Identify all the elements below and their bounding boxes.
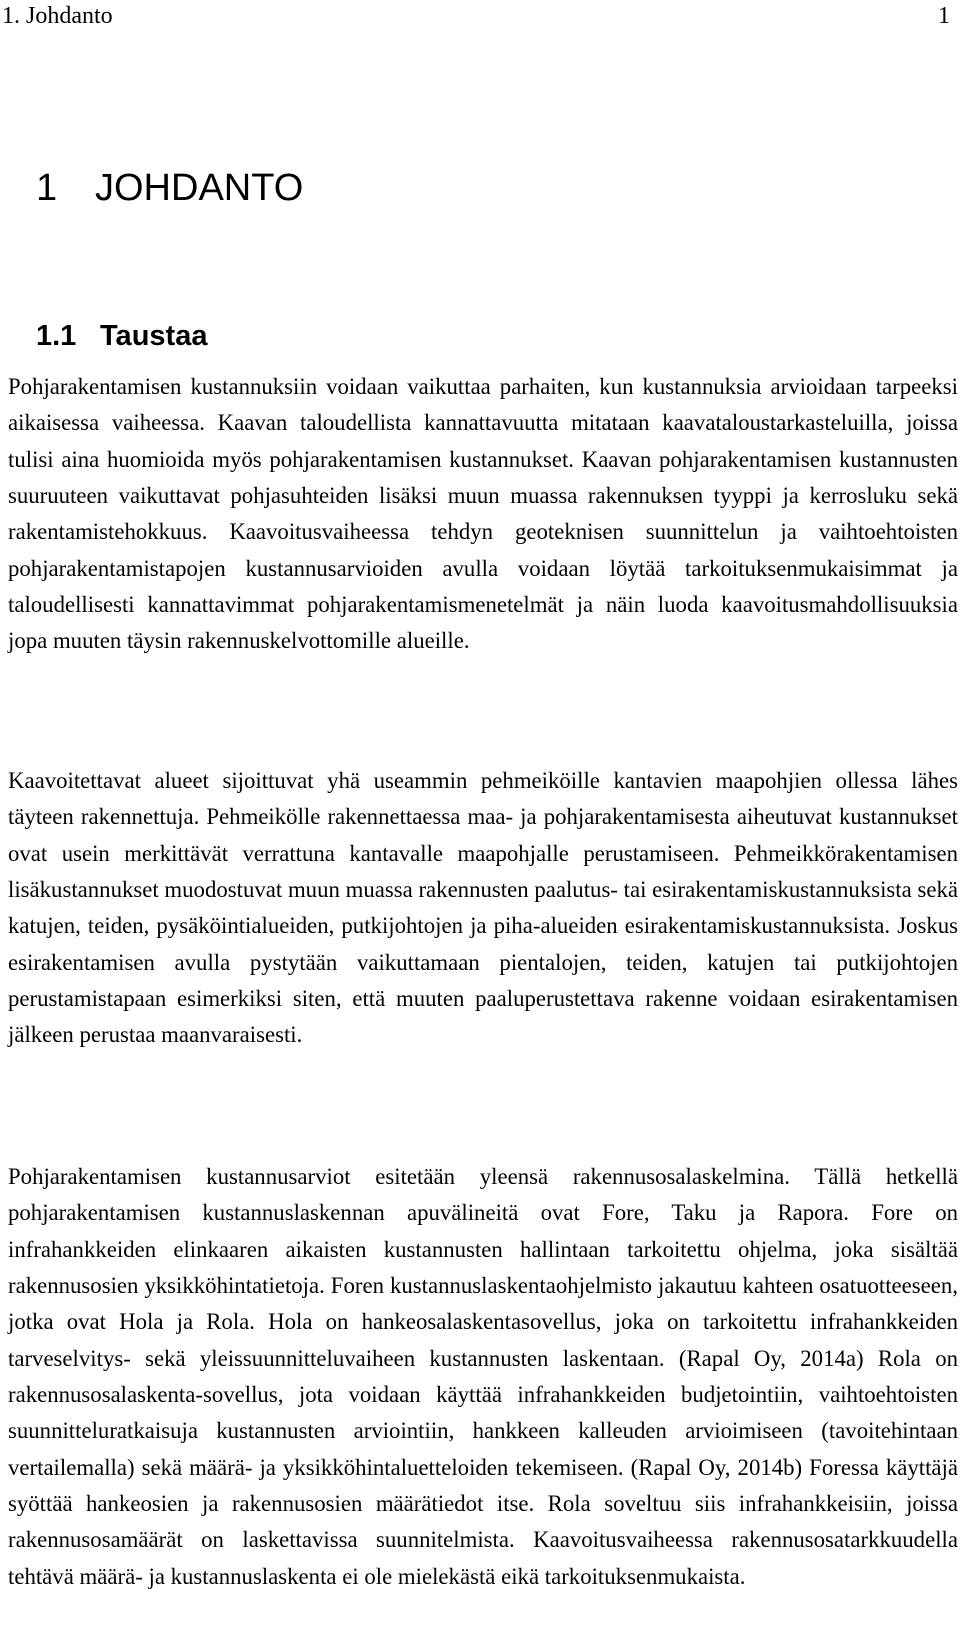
section-heading-title: Taustaa — [100, 320, 208, 352]
page-number: 1 — [938, 3, 950, 29]
running-header — [0, 0, 956, 34]
paragraph-1: Pohjarakentamisen kustannuksiin voidaan vaikuttaa parhaiten, kun kustannuksia arvioidaan tarpeeksi aikaisessa vaiheessa. Kaavan taloudellista kannattavuutta mitataan kaavataloustarkasteluilla, joissa tulisi aina huomioida myös pohjarakentamisen kustannukset. Kaavan pohjarakentamisen kustannusten suuruuteen vaikuttavat pohjasuhteiden lisäksi muun muassa rakennuksen tyyppi ja kerrosluku sekä rakentamistehokkuus. Kaavoitusvaiheessa tehdyn geoteknisen suunnittelun ja vaihtoehtoisten pohjarakentamistapojen kustannusarvioiden avulla voidaan löytää tarkoituksenmukaisimmat ja taloudellisesti kannattavimmat pohjarakentamismenetelmät ja näin luoda kaavoitusmahdollisuuksia jopa muuten täysin rakennuskelvottomille alueille. — [8, 374, 958, 654]
chapter-heading-title: JOHDANTO — [95, 167, 304, 209]
section-heading-number: 1.1 — [36, 320, 77, 352]
running-header-chapter: 1. Johdanto — [2, 3, 113, 29]
chapter-heading-number: 1 — [36, 167, 58, 209]
chapter-heading — [36, 166, 303, 210]
section-heading — [36, 318, 207, 354]
paragraph-2: Kaavoitettavat alueet sijoittuvat yhä useammin pehmeiköille kantavien maapohjien ollessa lähes täyteen rakennettuja. Pehmeikölle rakennettaessa maa- ja pohjarakentamisesta aiheutuvat kustannukset ovat usein merkittävät verrattuna kantavalle maapohjalle perustamiseen. Pehmeikkörakentamisen lisäkustannukset muodostuvat muun muassa rakennusten paalutus- tai esirakentamiskustannuksista sekä katujen, teiden, pysäköintialueiden, putkijohtojen ja piha-alueiden esirakentamiskustannuksista. Joskus esirakentamisen avulla pystytään vaikuttamaan pientalojen, teiden, katujen tai putkijohtojen perustamistapaan esimerkiksi siten, että muuten paaluperustettava rakenne voidaan esirakentamisen jälkeen perustaa maanvaraisesti. — [8, 768, 958, 1048]
paragraph-3: Pohjarakentamisen kustannusarviot esitetään yleensä rakennusosalaskelmina. Tällä hetkellä pohjarakentamisen kustannuslaskennan apuvälineitä ovat Fore, Taku ja Rapora. Fore on infrahankkeiden elinkaaren aikaisten kustannusten hallintaan tarkoitettu ohjelma, joka sisältää rakennusosien yksikköhintatietoja. Foren kustannuslaskentaohjelmisto jakautuu kahteen osatuotteeseen, jotka ovat Hola ja Rola. Hola on hankeosalaskentasovellus, joka on tarkoitettu infrahankkeiden tarveselvitys- sekä yleissuunnitteluvaiheen kustannusten laskentaan. (Rapal Oy, 2014a) Rola on rakennusosalaskenta-sovellus, jota voidaan käyttää infrahankkeiden budjetointiin, vaihtoehtoisten suunnitteluratkaisuja kustannusten arviointiin, hankkeen kalleuden arvioimiseen (tavoitehintaan vertailemalla) sekä määrä- ja yksikköhintaluetteloiden tekemiseen. (Rapal Oy, 2014b) Foressa käyttäjä syöttää hankeosien ja rakennusosien määrätiedot itse. Rola soveltuu siis infrahankkeisiin, joissa rakennusosamäärät on laskettavissa suunnitelmista. Kaavoitusvaiheessa rakennusosatarkkuudella tehtävä määrä- ja kustannuslaskenta ei ole mielekästä eikä tarkoituksenmukaista. — [8, 1164, 958, 1589]
